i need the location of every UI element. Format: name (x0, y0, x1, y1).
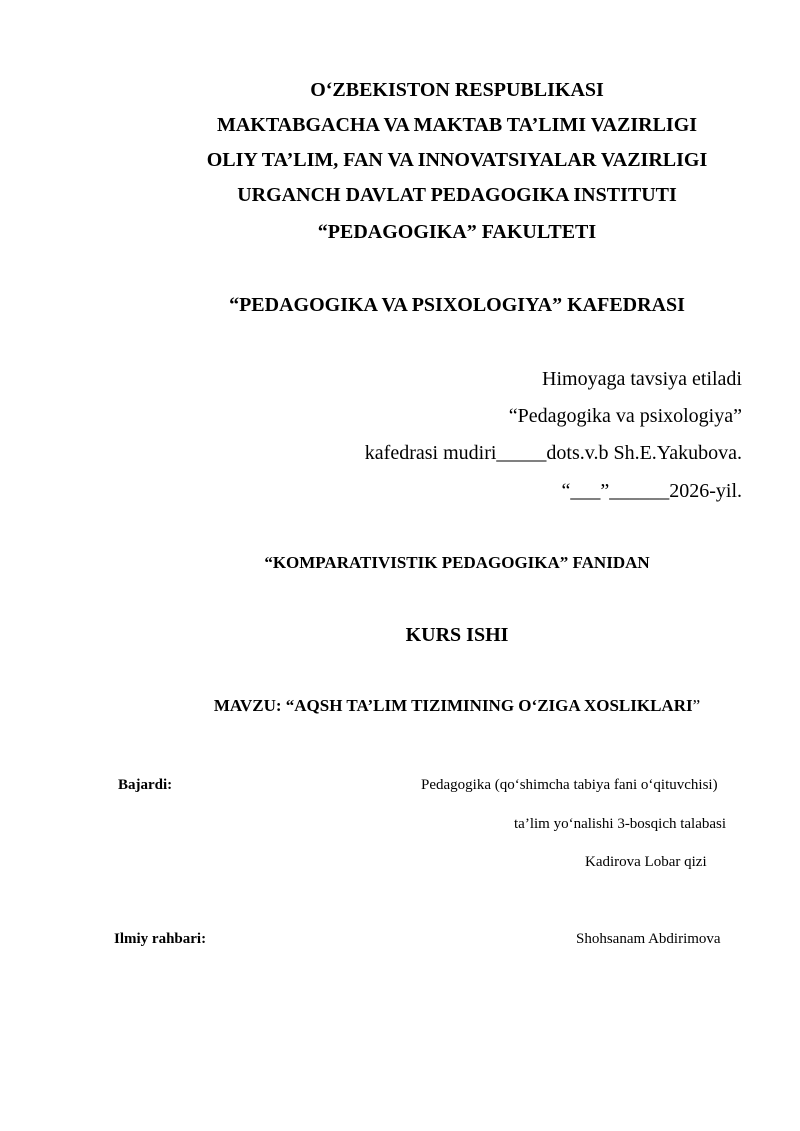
subject-title: “KOMPARATIVISTIK PEDAGOGIKA” FANIDAN (264, 553, 650, 572)
approval-line-1: Himoyaga tavsiya etiladi (542, 368, 742, 390)
faculty-name: “PEDAGOGIKA” FAKULTETI (317, 221, 597, 243)
ministry-line-3: OLIY TA’LIM, FAN VA INNOVATSIYALAR VAZIRLIGI (206, 149, 708, 171)
performer-line-2: ta’lim yo‘nalishi 3-bosqich talabasi (514, 816, 727, 832)
topic-closing-quote: ” (692, 696, 701, 715)
approval-line-2: “Pedagogika va psixologiya” (508, 405, 742, 427)
work-type-title: KURS ISHI (405, 624, 509, 646)
performer-name: Kadirova Lobar qizi (585, 854, 707, 870)
ministry-line-1: O‘ZBEKISTON RESPUBLIKASI (310, 79, 604, 101)
supervisor-name: Shohsanam Abdirimova (576, 931, 721, 947)
topic-text: MAVZU: “AQSH TA’LIM TIZIMINING O‘ZIGA XOSLIKLARI (213, 696, 693, 715)
ministry-line-2: MAKTABGACHA VA MAKTAB TA’LIMI VAZIRLIGI (216, 114, 698, 136)
performer-label: Bajardi: (118, 777, 173, 793)
institute-name: URGANCH DAVLAT PEDAGOGIKA INSTITUTI (237, 184, 677, 206)
supervisor-label: Ilmiy rahbari: (114, 931, 207, 947)
topic-title (0, 696, 800, 716)
performer-line-1: Pedagogika (qo‘shimcha tabiya fani o‘qituvchisi) (421, 777, 718, 793)
approval-line-3: kafedrasi mudiri_____dots.v.b Sh.E.Yakubova. (364, 442, 742, 464)
department-name: “PEDAGOGIKA VA PSIXOLOGIYA” KAFEDRASI (229, 294, 685, 316)
approval-date-line: “___”______2026-yil. (561, 480, 742, 502)
